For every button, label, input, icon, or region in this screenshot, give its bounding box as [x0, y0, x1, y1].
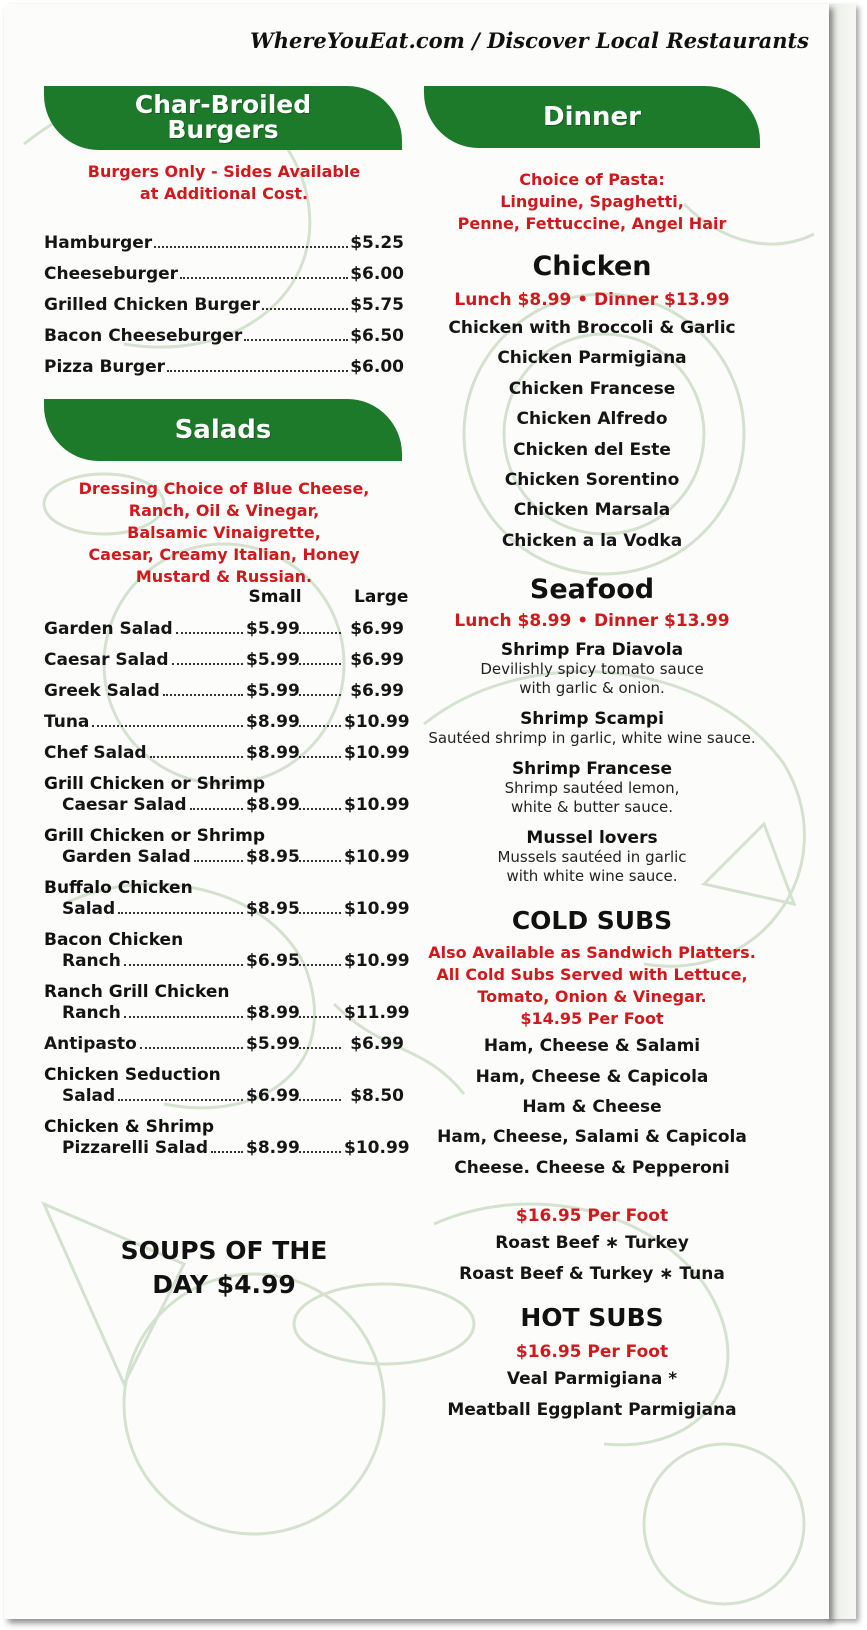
item-name: Hamburger — [44, 233, 153, 253]
dot-leader — [299, 756, 341, 758]
menu-page-edge — [826, 4, 856, 1619]
item-price: $6.00 — [350, 264, 404, 284]
salad-price-row — [44, 1138, 410, 1158]
item-price: $5.25 — [350, 233, 404, 253]
seafood-desc: Devilishly spicy tomato sauce — [480, 660, 704, 679]
list-item: Ham & Cheese — [522, 1097, 662, 1118]
dot-leader — [299, 632, 341, 634]
soups-of-the-day — [44, 1234, 404, 1302]
menu-item-row — [44, 253, 404, 284]
salad-name-line1: Chicken & Shrimp — [44, 1117, 215, 1137]
salad-price-row — [44, 681, 404, 701]
note-line: Balsamic Vinaigrette, — [127, 523, 321, 542]
seafood-desc: white & butter sauce. — [511, 798, 673, 817]
dot-leader — [211, 1151, 243, 1153]
salad-name: Caesar Salad — [44, 650, 169, 670]
dot-leader — [299, 663, 341, 665]
list-item: Ham, Cheese, Salami & Capicola — [437, 1127, 747, 1148]
list-item: Roast Beef ∗ Turkey — [495, 1233, 689, 1254]
price-small: $5.99 — [246, 619, 300, 639]
item-price: $6.00 — [350, 357, 404, 377]
item-price: $6.50 — [350, 326, 404, 346]
dot-leader — [167, 370, 348, 372]
salad-lead — [44, 1138, 246, 1158]
salad-item — [44, 982, 410, 1023]
seafood-desc: Shrimp sautéed lemon, — [504, 779, 680, 798]
salad-price-row — [44, 743, 410, 763]
salad-price-row — [44, 1034, 404, 1054]
price-small: $8.99 — [246, 743, 300, 763]
list-item: Cheese. Cheese & Pepperoni — [454, 1157, 730, 1178]
salad-name: Ranch — [62, 951, 121, 971]
dot-leader — [176, 632, 243, 634]
salad-name-line1: Chicken Seduction — [44, 1065, 221, 1085]
price-large: $10.99 — [344, 1138, 410, 1158]
price-large: $6.99 — [350, 1034, 404, 1054]
list-item: Roast Beef & Turkey ∗ Tuna — [459, 1263, 725, 1284]
salad-lead — [44, 1034, 246, 1054]
salad-item — [44, 712, 410, 732]
list-item: Ham, Cheese & Salami — [483, 1036, 701, 1057]
seafood-heading: Seafood — [529, 574, 655, 606]
dot-leader — [124, 1016, 243, 1018]
salads-size-header — [44, 587, 409, 609]
salad-name: Salad — [62, 899, 116, 919]
salad-item — [44, 826, 410, 867]
salad-price-row — [44, 1003, 410, 1023]
list-item: Meatball Eggplant Parmigiana — [447, 1399, 737, 1420]
col-large-label: Large — [354, 587, 409, 607]
salad-name-line1: Ranch Grill Chicken — [44, 982, 230, 1002]
seafood-desc: Mussels sautéed in garlic — [497, 848, 687, 867]
salad-lead — [44, 951, 246, 971]
note-line: $14.95 Per Foot — [520, 1009, 664, 1029]
salad-item — [44, 1034, 404, 1054]
dinner-banner: Dinner — [424, 86, 760, 148]
note-line: Penne, Fettuccine, Angel Hair — [457, 214, 727, 233]
cold-subs-price2: $16.95 Per Foot — [515, 1206, 669, 1227]
note-line: Choice of Pasta: — [519, 170, 665, 189]
menu-item-row — [44, 222, 404, 253]
dot-leader — [262, 308, 348, 310]
note-line: Dressing Choice of Blue Cheese, — [78, 479, 370, 498]
dot-leader — [172, 663, 243, 665]
list-item: Chicken Parmigiana — [497, 348, 687, 369]
chicken-heading: Chicken — [532, 251, 652, 282]
dot-leader — [190, 808, 243, 810]
salad-name: Salad — [62, 1086, 116, 1106]
list-item: Veal Parmigiana * — [506, 1369, 678, 1390]
salad-price-row — [44, 650, 404, 670]
price-small: $6.99 — [246, 1086, 300, 1106]
salad-item — [44, 619, 404, 639]
seafood-item — [424, 828, 760, 886]
dot-leader — [194, 860, 243, 862]
note-line: Caesar, Creamy Italian, Honey — [88, 545, 360, 564]
salad-name: Ranch — [62, 1003, 121, 1023]
salad-lead — [44, 619, 246, 639]
price-large: $8.50 — [350, 1086, 404, 1106]
note-line: All Cold Subs Served with Lettuce, — [436, 965, 748, 985]
salad-item — [44, 743, 410, 763]
price-small: $8.99 — [246, 1003, 300, 1023]
seafood-desc: with garlic & onion. — [519, 679, 665, 698]
price-large: $6.99 — [350, 650, 404, 670]
salad-price-row — [44, 619, 404, 639]
salad-price-row — [44, 1086, 404, 1106]
dot-leader — [299, 860, 341, 862]
salad-name-line1: Grill Chicken or Shrimp — [44, 774, 266, 794]
salad-name: Tuna — [44, 712, 90, 732]
salad-name: Greek Salad — [44, 681, 160, 701]
dot-leader — [299, 1151, 341, 1153]
dot-leader — [299, 1047, 341, 1049]
salads-dressing-note — [44, 478, 404, 588]
salad-name: Garden Salad — [62, 847, 191, 867]
menu-item-row — [44, 315, 404, 346]
hot-subs-heading: HOT SUBS — [520, 1303, 664, 1333]
salad-item — [44, 1117, 410, 1158]
dot-leader — [180, 277, 348, 279]
burger-list — [44, 222, 404, 377]
cold-subs-list — [424, 1031, 760, 1183]
dot-leader — [244, 339, 348, 341]
price-large: $6.99 — [350, 619, 404, 639]
seafood-item — [424, 759, 760, 817]
salad-name-line1: Bacon Chicken — [44, 930, 184, 950]
dot-leader — [140, 1047, 243, 1049]
note-line: Linguine, Spaghetti, — [500, 192, 684, 211]
note-line: Also Available as Sandwich Platters. — [428, 943, 756, 963]
burgers-note — [44, 161, 404, 205]
salad-lead — [44, 743, 246, 763]
dot-leader — [299, 1016, 341, 1018]
dot-leader — [118, 912, 243, 914]
salad-item — [44, 1065, 404, 1106]
hot-subs-list — [424, 1364, 760, 1425]
price-large: $10.99 — [344, 795, 410, 815]
salad-name-line1: Buffalo Chicken — [44, 878, 193, 898]
price-small: $5.99 — [246, 650, 300, 670]
burgers-note-line2: at Additional Cost. — [139, 184, 309, 203]
item-name: Cheeseburger — [44, 264, 179, 284]
col-small-label: Small — [248, 587, 302, 607]
seafood-name: Shrimp Fra Diavola — [500, 640, 684, 661]
price-large: $10.99 — [344, 899, 410, 919]
burgers-note-line1: Burgers Only - Sides Available — [87, 162, 361, 181]
dot-leader — [118, 1099, 243, 1101]
seafood-item — [424, 709, 760, 748]
seafood-desc: Sautéed shrimp in garlic, white wine sauce. — [428, 729, 756, 748]
dot-leader — [92, 725, 243, 727]
cold-subs-list2 — [424, 1228, 760, 1289]
right-column — [424, 86, 760, 1425]
seafood-name: Mussel lovers — [526, 828, 658, 849]
note-line: Ranch, Oil & Vinegar, — [128, 501, 320, 520]
cold-subs-heading: COLD SUBS — [511, 906, 673, 936]
salad-lead — [44, 681, 246, 701]
price-large: $10.99 — [344, 712, 410, 732]
note-line: Mustard & Russian. — [135, 567, 313, 586]
dot-leader — [299, 912, 341, 914]
salad-name: Antipasto — [44, 1034, 137, 1054]
dot-leader — [124, 964, 243, 966]
price-small: $5.99 — [246, 1034, 300, 1054]
soups-line1: SOUPS OF THE — [120, 1236, 328, 1265]
pasta-choice-note — [424, 169, 760, 235]
price-large: $10.99 — [344, 743, 410, 763]
cold-subs-note — [424, 942, 760, 1030]
menu-item-row — [44, 346, 404, 377]
seafood-name: Shrimp Francese — [511, 759, 673, 780]
salad-item — [44, 681, 404, 701]
price-large: $10.99 — [344, 951, 410, 971]
burgers-title-line2: Burgers — [167, 115, 279, 144]
hot-subs-price: $16.95 Per Foot — [515, 1342, 669, 1363]
price-small: $8.99 — [246, 795, 300, 815]
salad-lead — [44, 899, 246, 919]
salad-name-line1: Grill Chicken or Shrimp — [44, 826, 266, 846]
price-small: $8.95 — [246, 899, 300, 919]
dot-leader — [299, 808, 341, 810]
salads-banner: Salads — [44, 399, 402, 461]
price-small: $8.99 — [246, 712, 300, 732]
salad-price-row — [44, 951, 410, 971]
salad-name: Chef Salad — [44, 743, 147, 763]
salad-item — [44, 930, 410, 971]
burgers-title-line1: Char-Broiled — [134, 90, 312, 119]
salad-lead — [44, 1003, 246, 1023]
list-item: Chicken Sorentino — [504, 470, 680, 491]
site-header: WhereYouEat.com / Discover Local Restaurants — [250, 28, 809, 53]
salad-lead — [44, 795, 246, 815]
list-item: Chicken with Broccoli & Garlic — [448, 318, 736, 338]
salad-item — [44, 650, 404, 670]
list-item: Chicken Alfredo — [516, 409, 668, 430]
dot-leader — [154, 246, 348, 248]
dot-leader — [299, 1099, 341, 1101]
seafood-price: Lunch $8.99 • Dinner $13.99 — [454, 611, 730, 632]
salad-lead — [44, 650, 246, 670]
price-small: $6.95 — [246, 951, 300, 971]
price-small: $8.99 — [246, 1138, 300, 1158]
left-column — [44, 86, 410, 1169]
list-item: Chicken a la Vodka — [501, 530, 683, 551]
dot-leader — [299, 725, 341, 727]
burgers-banner — [44, 86, 402, 150]
salad-name: Garden Salad — [44, 619, 173, 639]
salad-lead — [44, 712, 246, 732]
dot-leader — [163, 694, 243, 696]
note-line: Tomato, Onion & Vinegar. — [477, 987, 707, 1007]
salad-price-row — [44, 795, 410, 815]
item-price: $5.75 — [350, 295, 404, 315]
dot-leader — [299, 694, 341, 696]
price-large: $10.99 — [344, 847, 410, 867]
chicken-list — [424, 313, 760, 556]
seafood-list — [424, 640, 760, 886]
salad-list — [44, 619, 410, 1158]
price-large: $11.99 — [344, 1003, 410, 1023]
menu-page — [4, 4, 829, 1619]
menu-item-row — [44, 284, 404, 315]
price-small: $5.99 — [246, 681, 300, 701]
salad-lead — [44, 1086, 246, 1106]
soups-line2: DAY $4.99 — [152, 1270, 296, 1299]
item-name: Pizza Burger — [44, 357, 165, 377]
seafood-item — [424, 640, 760, 698]
salad-item — [44, 774, 410, 815]
dot-leader — [299, 964, 341, 966]
salad-item — [44, 878, 410, 919]
salad-price-row — [44, 847, 410, 867]
seafood-name: Shrimp Scampi — [520, 709, 664, 730]
salad-name: Caesar Salad — [62, 795, 187, 815]
list-item: Ham, Cheese & Capicola — [475, 1066, 709, 1087]
list-item: Chicken del Este — [513, 439, 671, 460]
dot-leader — [150, 756, 243, 758]
salad-name: Pizzarelli Salad — [62, 1138, 209, 1158]
item-name: Bacon Cheeseburger — [44, 326, 243, 346]
salad-lead — [44, 847, 246, 867]
list-item: Chicken Francese — [508, 378, 676, 399]
salad-price-row — [44, 712, 410, 732]
price-large: $6.99 — [350, 681, 404, 701]
chicken-price: Lunch $8.99 • Dinner $13.99 — [454, 290, 730, 310]
salad-price-row — [44, 899, 410, 919]
list-item: Chicken Marsala — [513, 500, 671, 521]
seafood-desc: with white wine sauce. — [506, 867, 678, 886]
item-name: Grilled Chicken Burger — [44, 295, 260, 315]
price-small: $8.95 — [246, 847, 300, 867]
